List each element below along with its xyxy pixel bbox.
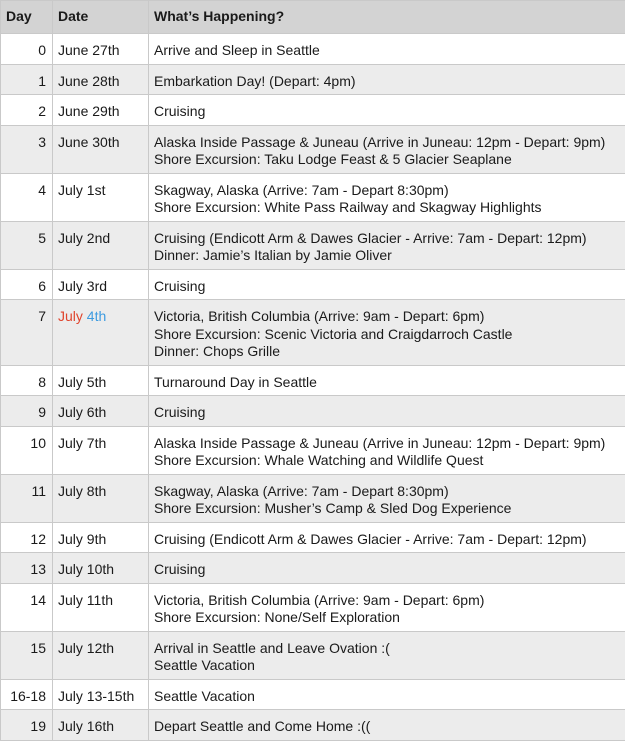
activity-cell [149,125,625,173]
table-row [1,553,625,584]
activity-line: Cruising [154,103,206,119]
table-row [1,396,625,427]
activity-line: Shore Excursion: White Pass Railway and Skagway Highlights [154,199,542,215]
activity-cell [149,631,625,679]
activity-line: Depart Seattle and Come Home :(( [154,718,371,734]
activity-cell [149,426,625,474]
table-row [1,221,625,269]
date-part: 4th [86,308,107,324]
activity-line: Cruising [154,404,206,420]
activity-line: Cruising [154,277,206,294]
table-row [1,710,625,741]
day-cell: 16-18 [1,679,53,710]
activity-line: Dinner: Chops Grille [154,343,281,359]
activity-cell [149,679,625,710]
date-cell: June 28th [53,64,149,95]
day-cell: 7 [1,300,53,366]
activity-line: Embarkation Day! (Depart: 4pm) [154,72,356,89]
day-cell: 19 [1,710,53,741]
activity-line: Skagway, Alaska (Arrive: 7am - Depart 8:30pm) [154,482,449,499]
day-cell: 9 [1,396,53,427]
date-cell: June 29th [53,95,149,126]
date-cell: July 7th [53,426,149,474]
date-cell: June 30th [53,125,149,173]
header-row [1,1,625,34]
day-cell: 1 [1,64,53,95]
day-cell: 4 [1,173,53,221]
date-cell: July 5th [53,365,149,396]
table-row [1,583,625,631]
activity-line: Arrive and Sleep in Seattle [154,42,320,58]
table-row [1,95,625,126]
activity-line: Alaska Inside Passage & Juneau (Arrive in Juneau: 12pm - Depart: 9pm) [154,434,606,451]
activity-line: Shore Excursion: Musher’s Camp & Sled Dog Experience [154,500,512,516]
table-row [1,125,625,173]
activity-cell [149,396,625,427]
date-cell: July 13-15th [53,679,149,710]
day-cell: 10 [1,426,53,474]
activity-line: Alaska Inside Passage & Juneau (Arrive in Juneau: 12pm - Depart: 9pm) [154,133,606,150]
date-cell: June 27th [53,34,149,65]
date-cell: July 10th [53,553,149,584]
day-cell: 12 [1,522,53,553]
day-cell: 6 [1,269,53,300]
activity-line: Skagway, Alaska (Arrive: 7am - Depart 8:30pm) [154,181,449,198]
date-cell: July 12th [53,631,149,679]
activity-line: Cruising (Endicott Arm & Dawes Glacier - Arrive: 7am - Depart: 12pm) [154,229,587,246]
table-row [1,426,625,474]
activity-line: Arrival in Seattle and Leave Ovation :( [154,639,390,656]
activity-cell [149,34,625,65]
day-cell: 14 [1,583,53,631]
activity-cell [149,553,625,584]
activity-cell [149,300,625,366]
activity-cell [149,173,625,221]
activity-line: Cruising (Endicott Arm & Dawes Glacier - Arrive: 7am - Depart: 12pm) [154,530,587,547]
table-row [1,474,625,522]
table-row [1,631,625,679]
activity-cell [149,522,625,553]
activity-line: Seattle Vacation [154,657,255,673]
date-cell: July 8th [53,474,149,522]
table-row [1,522,625,553]
activity-cell [149,95,625,126]
day-cell: 3 [1,125,53,173]
table-row [1,300,625,366]
activity-line: Cruising [154,561,206,577]
day-cell: 11 [1,474,53,522]
date-cell: July 3rd [53,269,149,300]
header-what: What’s Happening? [149,1,625,34]
table-row [1,679,625,710]
day-cell: 0 [1,34,53,65]
date-cell: July 6th [53,396,149,427]
activity-cell [149,365,625,396]
itinerary-body [1,34,625,741]
activity-line: Shore Excursion: Scenic Victoria and Craigdarroch Castle [154,325,513,342]
day-cell: 13 [1,553,53,584]
activity-cell [149,64,625,95]
activity-line: Shore Excursion: None/Self Exploration [154,609,400,625]
day-cell: 2 [1,95,53,126]
activity-cell [149,474,625,522]
activity-cell [149,710,625,741]
activity-line: Victoria, British Columbia (Arrive: 9am - Depart: 6pm) [154,591,485,608]
activity-line: Dinner: Jamie’s Italian by Jamie Oliver [154,247,392,263]
activity-line: Turnaround Day in Seattle [154,373,317,390]
activity-line: Shore Excursion: Whale Watching and Wildlife Quest [154,452,484,468]
date-cell: July 11th [53,583,149,631]
table-row [1,173,625,221]
activity-cell [149,221,625,269]
activity-line: Victoria, British Columbia (Arrive: 9am - Depart: 6pm) [154,308,485,324]
date-cell [53,300,149,366]
date-cell: July 1st [53,173,149,221]
date-cell: July 9th [53,522,149,553]
table-row [1,64,625,95]
header-day: Day [1,1,53,34]
activity-cell [149,269,625,300]
header-date: Date [53,1,149,34]
activity-cell [149,583,625,631]
activity-line: Shore Excursion: Taku Lodge Feast & 5 Glacier Seaplane [154,151,512,167]
table-row [1,34,625,65]
table-row [1,269,625,300]
table-row [1,365,625,396]
day-cell: 5 [1,221,53,269]
activity-line: Seattle Vacation [154,687,255,704]
date-part: July [58,308,83,324]
day-cell: 15 [1,631,53,679]
date-cell: July 16th [53,710,149,741]
day-cell: 8 [1,365,53,396]
date-cell: July 2nd [53,221,149,269]
